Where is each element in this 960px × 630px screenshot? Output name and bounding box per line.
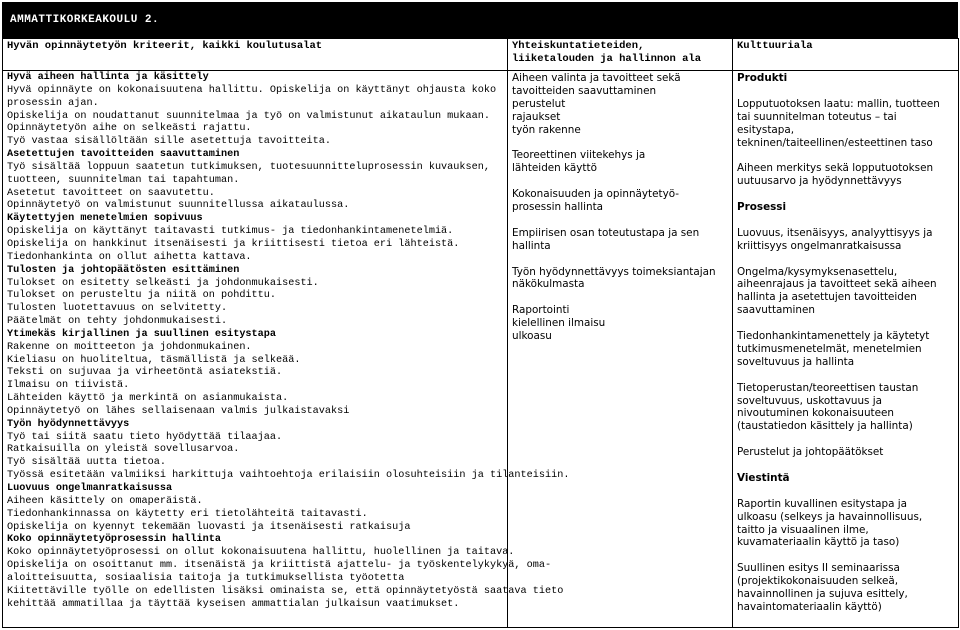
criteria-line: Tiedonhankinta on ollut aihetta kattava. <box>7 251 252 263</box>
assessment-line: tavoitteiden saavuttaminen <box>512 84 657 97</box>
criteria-line: Tulokset on esitetty selkeästi ja johdonmukaisesti. <box>7 277 319 289</box>
header-culture: Kulttuuriala <box>733 39 959 71</box>
assessment-area <box>512 188 728 214</box>
criteria-line: Rakenne on moitteeton ja johdonmukainen. <box>7 341 252 353</box>
culture-line: esitystapa, <box>737 123 795 136</box>
culture-line: Viestintä <box>737 471 790 484</box>
criteria-heading: Asetettujen tavoitteiden saavuttaminen <box>7 149 240 161</box>
criteria-line: Opiskelija on hankkinut itsenäisesti ja kriittisesti tietoa eri lähteistä. <box>7 238 460 250</box>
culture-cell <box>733 71 959 628</box>
criteria-line: Opinnäytetyö on lähes sellaisenaan valmis julkaistavaksi <box>7 405 350 417</box>
assessment-line: prosessin hallinta <box>512 201 604 214</box>
culture-line: uutuusarvo ja hyödynnettävyys <box>737 175 902 188</box>
assessment-line: Aiheen valinta ja tavoitteet sekä <box>512 72 681 84</box>
criteria-heading: Tulosten ja johtopäätösten esittäminen <box>7 264 240 276</box>
criteria-heading: Työn hyödynnettävyys <box>7 418 130 430</box>
culture-line: (projektikokonaisuuden selkeä, <box>737 575 899 588</box>
criteria-line: Hyvä opinnäyte on kokonaisuutena hallittu. Opiskelija on käyttänyt ohjausta koko <box>7 84 497 96</box>
criteria-line: Opinnäytetyön aihe on selkeästi rajattu. <box>7 123 252 135</box>
assessment-line: perustelut <box>512 97 566 110</box>
criteria-line: Työssä esitetään valmiiksi harkittuja vaihtoehtoja erilaisiin olosuhteisiin ja tilanteisiin. <box>7 470 570 482</box>
assessment-line: Raportointi <box>512 304 570 317</box>
assessment-line: Empiirisen osan toteutustapa ja sen <box>512 226 700 239</box>
assessment-line: työn rakenne <box>512 123 581 136</box>
criteria-heading: Ytimekäs kirjallinen ja suullinen esitystapa <box>7 328 276 340</box>
criteria-line: Kieliasu on huoliteltua, täsmällistä ja selkeää. <box>7 354 301 366</box>
assessment-area <box>512 266 728 292</box>
culture-line: taitto ja visuaalinen ilme, <box>737 523 869 536</box>
criteria-line: Työ tai siitä saatu tieto hyödyttää tilaajaa. <box>7 431 283 443</box>
criteria-table <box>2 38 959 628</box>
assessment-line: näkökulmasta <box>512 278 585 291</box>
content-row <box>3 71 959 628</box>
culture-line: Lopputuotoksen laatu: mallin, tuotteen <box>737 97 940 110</box>
criteria-line: Päätelmät on tehty johdonmukaisesti. <box>7 316 228 328</box>
criteria-line: Opinnäytetyö on valmistunut suunnitellussa aikataulussa. <box>7 200 350 212</box>
culture-criterion <box>737 562 954 614</box>
assessment-area <box>512 149 728 175</box>
culture-line: havainnollinen ja sujuva esittely, <box>737 588 908 601</box>
criteria-line: Kiitettäville työlle on edellisten lisäksi ominaista se, että opinnäytetyöstä saatava tieto <box>7 585 564 597</box>
culture-line: tai suunnitelman toteutus – tai <box>737 110 897 123</box>
culture-criterion <box>737 227 954 253</box>
criteria-line: Työ vastaa sisällöltään sille asetettuja tavoitteita. <box>7 136 332 148</box>
culture-line: Luovuus, itsenäisyys, analyyttisyys ja <box>737 226 933 239</box>
criteria-line: Tulokset on perusteltu ja niitä on pohdittu. <box>7 290 276 302</box>
culture-line: Prosessi <box>737 201 787 214</box>
criteria-heading: Koko opinnäytetyöprosessin hallinta <box>7 534 221 546</box>
culture-line: ulkoasu (selkeys ja havainnollisuus, <box>737 510 923 523</box>
criteria-line: Aiheen käsittely on omaperäistä. <box>7 495 203 507</box>
header-general-criteria: Hyvän opinnäytetyön kriteerit, kaikki koulutusalat <box>3 39 508 71</box>
assessment-line: kielellinen ilmaisu <box>512 317 606 330</box>
culture-line: Perustelut ja johtopäätökset <box>737 446 884 459</box>
culture-criterion <box>737 266 954 318</box>
assessment-line: Kokonaisuuden ja opinnäytetyö- <box>512 188 680 201</box>
criteria-line: Tulosten luotettavuus on selvitetty. <box>7 303 228 315</box>
header-row <box>3 39 959 71</box>
culture-line: soveltuvuus ja hallinta <box>737 355 855 368</box>
criteria-line: Opiskelija on käyttänyt taitavasti tutkimus- ja tiedonhankintamenetelmiä. <box>7 226 454 238</box>
culture-criterion <box>737 98 954 150</box>
criteria-line: Tiedonhankinnassa on käytetty eri tietolähteitä taitavasti. <box>7 508 368 520</box>
culture-line: hallinta ja asetettujen tavoitteiden <box>737 291 917 304</box>
culture-line: saavuttaminen <box>737 304 815 317</box>
culture-line: nivoutuminen kokonaisuuteen <box>737 407 894 420</box>
assessment-line: lähteiden käyttö <box>512 162 597 175</box>
culture-criterion <box>737 498 954 550</box>
culture-line: tutkimusmenetelmät, menetelmien <box>737 342 922 355</box>
assessment-line: Teoreettinen viitekehys ja <box>512 149 646 162</box>
culture-line: Aiheen merkitys sekä lopputuotoksen <box>737 162 934 175</box>
culture-criterion <box>737 162 954 188</box>
document-banner: AMMATTIKORKEAKOULU 2. <box>2 2 958 38</box>
criteria-line: prosessin ajan. <box>7 97 99 109</box>
culture-line: (taustatiedon käsittely ja hallinta) <box>737 420 913 433</box>
header-social-sciences: Yhteiskuntatieteiden, liiketalouden ja hallinnon ala <box>508 39 733 71</box>
culture-line: Raportin kuvallinen esitystapa ja <box>737 497 908 510</box>
assessment-line: Työn hyödynnettävyys toimeksiantajan <box>512 265 716 278</box>
culture-criterion <box>737 446 954 459</box>
culture-line: Ongelma/kysymyksenasettelu, <box>737 265 898 278</box>
criteria-line: tuotteen, suunnitelman tai tapahtuman. <box>7 174 240 186</box>
criteria-line: Opiskelija on kyennyt tekemään luovasti ja itsenäisesti ratkaisuja <box>7 521 411 533</box>
culture-criterion <box>737 330 954 369</box>
assessment-area <box>512 304 728 343</box>
culture-line: kuvamateriaalin käyttö ja taso) <box>737 536 900 549</box>
culture-section-heading <box>737 72 954 85</box>
culture-line: soveltuvuus, uskottavuus ja <box>737 394 883 407</box>
criteria-heading: Luovuus ongelmanratkaisussa <box>7 483 173 494</box>
criteria-heading: Käytettyjen menetelmien sopivuus <box>7 213 203 225</box>
social-sciences-cell <box>508 71 733 628</box>
assessment-area <box>512 227 728 253</box>
culture-line: Produkti <box>737 72 788 84</box>
criteria-line: Työ sisältää loppuun saatetun tutkimuksen, tuotesuunnitteluprosessin kuvauksen, <box>7 161 490 173</box>
culture-section-heading <box>737 472 954 485</box>
culture-line: tekninen/taiteellinen/esteettinen taso <box>737 136 933 149</box>
criteria-line: Ratkaisuilla on yleistä sovellusarvoa. <box>7 444 240 456</box>
criteria-line: kehittää ammatillaa ja täyttää kyseisen ammattialan julkaisun vaatimukset. <box>7 598 460 610</box>
criteria-line: Asetetut tavoitteet on saavutettu. <box>7 187 215 199</box>
culture-line: Tiedonhankintamenettely ja käytetyt <box>737 330 930 343</box>
criteria-line: Opiskelija on noudattanut suunnitelmaa ja työ on valmistunut aikataulun mukaan. <box>7 110 490 122</box>
criteria-line: Ilmaisu on tiivistä. <box>7 380 130 392</box>
criteria-line: Lähteiden käyttö ja merkintä on asianmukaista. <box>7 393 289 405</box>
culture-line: Suullinen esitys II seminaarissa <box>737 562 900 575</box>
assessment-area <box>512 72 728 137</box>
culture-line: havaintomateriaalin käyttö) <box>737 600 882 613</box>
criteria-line: Opiskelija on osoittanut mm. itsenäistä ja kriittistä ajattelu- ja työskentelykykyä, oma- <box>7 560 552 572</box>
criteria-line: Teksti on sujuvaa ja virheetöntä asiatekstiä. <box>7 367 283 379</box>
culture-section-heading <box>737 201 954 214</box>
criteria-heading: Hyvä aiheen hallinta ja käsittely <box>7 72 209 83</box>
culture-line: kriittisyys ongelmanratkaisussa <box>737 239 902 252</box>
assessment-line: ulkoasu <box>512 330 552 343</box>
culture-line: aiheenrajaus ja tavoitteet sekä aiheen <box>737 278 937 291</box>
culture-criterion <box>737 382 954 434</box>
assessment-line: rajaukset <box>512 110 561 123</box>
criteria-line: aloitteisuutta, sosiaalisia taitoja ja tutkimuksellista työotetta <box>7 572 405 584</box>
criteria-line: Työ sisältää uutta tietoa. <box>7 457 166 469</box>
assessment-line: hallinta <box>512 239 551 252</box>
culture-line: Tietoperustan/teoreettisen taustan <box>737 381 919 394</box>
criteria-line: Koko opinnäytetyöprosessi on ollut kokonaisuutena hallittu, huolellinen ja taitava. <box>7 547 515 559</box>
